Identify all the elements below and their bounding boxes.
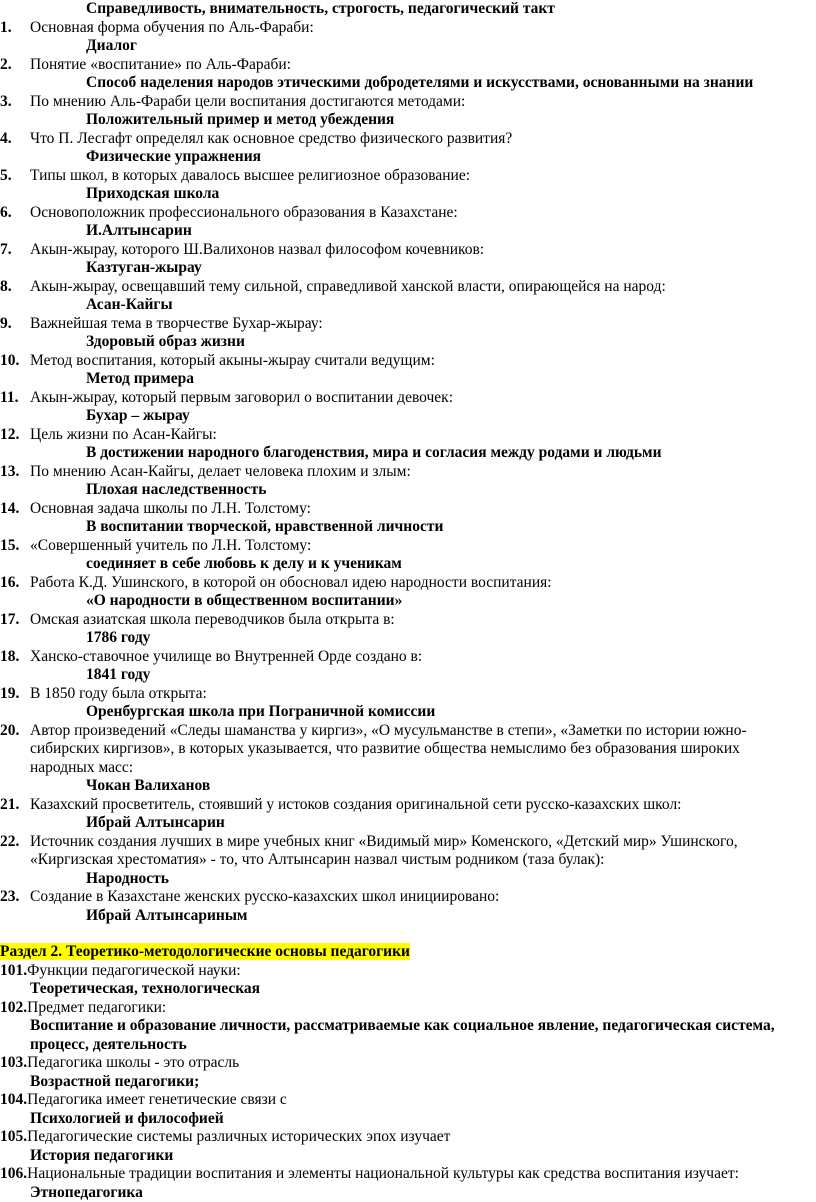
answer-text: Теоретическая, технологическая	[0, 980, 816, 999]
question-text: Педагогика школы - это отрасль	[27, 1054, 816, 1073]
answer-text: В воспитании творческой, нравственной личности	[0, 518, 816, 537]
question-text: По мнению Асан-Кайгы, делает человека плохим и злым:	[30, 463, 816, 482]
question-number: 10.	[0, 352, 30, 371]
question-item	[0, 796, 816, 833]
question-row	[0, 574, 816, 593]
question-item	[0, 648, 816, 685]
question-row	[0, 352, 816, 371]
question-number: 106.	[0, 1165, 27, 1184]
question-number: 103.	[0, 1054, 27, 1073]
question-number: 6.	[0, 204, 30, 223]
question-row	[0, 999, 816, 1018]
question-item	[0, 999, 816, 1055]
question-row	[0, 93, 816, 112]
question-text: По мнению Аль-Фараби цели воспитания достигаются методами:	[30, 93, 816, 112]
answer-text: Приходская школа	[0, 185, 816, 204]
question-number: 3.	[0, 93, 30, 112]
answer-text: 1786 году	[0, 629, 816, 648]
question-row	[0, 204, 816, 223]
question-row	[0, 1128, 816, 1147]
question-row	[0, 56, 816, 75]
question-text: «Совершенный учитель по Л.Н. Толстому:	[30, 537, 816, 556]
answer-text: Бухар – жырау	[0, 407, 816, 426]
question-number: 2.	[0, 56, 30, 75]
question-text: Создание в Казахстане женских русско-казахских школ инициировано:	[30, 888, 816, 907]
question-item	[0, 130, 816, 167]
question-number: 102.	[0, 999, 27, 1018]
question-row	[0, 537, 816, 556]
question-number: 20.	[0, 722, 30, 778]
question-number: 12.	[0, 426, 30, 445]
question-row	[0, 1091, 816, 1110]
question-text: В 1850 году была открыта:	[30, 685, 816, 704]
question-list-section-2	[0, 962, 816, 1202]
answer-text: Асан-Кайгы	[0, 296, 816, 315]
question-number: 9.	[0, 315, 30, 334]
question-number: 5.	[0, 167, 30, 186]
answer-text: Оренбургская школа при Пограничной комиссии	[0, 703, 816, 722]
question-row	[0, 241, 816, 260]
question-text: Метод воспитания, который акыны-жырау считали ведущим:	[30, 352, 816, 371]
answer-text: Здоровый образ жизни	[0, 333, 816, 352]
question-item	[0, 389, 816, 426]
answer-text: Ибрай Алтынсариным	[0, 907, 816, 926]
question-number: 21.	[0, 796, 30, 815]
answer-text: Способ наделения народов этическими добродетелями и искусствами, основанными на знании	[0, 74, 816, 93]
question-item	[0, 1091, 816, 1128]
question-item	[0, 537, 816, 574]
question-text: Автор произведений «Следы шаманства у киргиз», «О мусульманстве в степи», «Заметки по истории южно-сибирских киргизов», в которых указывается, что развитие общества немыслимо без образования широких народных масс:	[30, 722, 816, 778]
question-text: Основоположник профессионального образования в Казахстане:	[30, 204, 816, 223]
question-text: Педагогика имеет генетические связи с	[27, 1091, 816, 1110]
question-number: 19.	[0, 685, 30, 704]
question-item	[0, 352, 816, 389]
question-item	[0, 204, 816, 241]
question-text: Цель жизни по Асан-Кайгы:	[30, 426, 816, 445]
question-item	[0, 426, 816, 463]
question-row	[0, 389, 816, 408]
question-row	[0, 500, 816, 519]
answer-text: И.Алтынсарин	[0, 222, 816, 241]
question-row	[0, 796, 816, 815]
answer-text: Психологией и философией	[0, 1110, 816, 1129]
question-text: Акын-жырау, который первым заговорил о воспитании девочек:	[30, 389, 816, 408]
question-number: 105.	[0, 1128, 27, 1147]
question-text: Работа К.Д. Ушинского, в которой он обосновал идею народности воспитания:	[30, 574, 816, 593]
question-row	[0, 463, 816, 482]
question-number: 104.	[0, 1091, 27, 1110]
question-item	[0, 93, 816, 130]
answer-text: Физические упражнения	[0, 148, 816, 167]
question-row	[0, 722, 816, 778]
answer-text: Положительный пример и метод убеждения	[0, 111, 816, 130]
question-text: Основная форма обучения по Аль-Фараби:	[30, 19, 816, 38]
question-number: 22.	[0, 833, 30, 870]
answer-text: Плохая наследственность	[0, 481, 816, 500]
question-text: Ханско-ставочное училище во Внутренней Орде создано в:	[30, 648, 816, 667]
question-text: Функции педагогической науки:	[27, 962, 816, 981]
question-item	[0, 833, 816, 889]
question-number: 23.	[0, 888, 30, 907]
answer-text: соединяет в себе любовь к делу и к ученикам	[0, 555, 816, 574]
question-item	[0, 685, 816, 722]
question-item	[0, 611, 816, 648]
question-number: 13.	[0, 463, 30, 482]
question-text: Что П. Лесгафт определял как основное средство физического развития?	[30, 130, 816, 149]
question-number: 4.	[0, 130, 30, 149]
question-row	[0, 962, 816, 981]
question-row	[0, 888, 816, 907]
question-text: Омская азиатская школа переводчиков была открыта в:	[30, 611, 816, 630]
question-item	[0, 1054, 816, 1091]
question-text: Предмет педагогики:	[27, 999, 816, 1018]
question-row	[0, 833, 816, 870]
question-item	[0, 888, 816, 925]
question-item	[0, 1128, 816, 1165]
question-text: Типы школ, в которых давалось высшее религиозное образование:	[30, 167, 816, 186]
question-number: 7.	[0, 241, 30, 260]
answer-text: История педагогики	[0, 1147, 816, 1166]
question-text: Важнейшая тема в творчестве Бухар-жырау:	[30, 315, 816, 334]
answer-text: Ибрай Алтынсарин	[0, 814, 816, 833]
question-row	[0, 130, 816, 149]
question-number: 16.	[0, 574, 30, 593]
question-item	[0, 278, 816, 315]
question-number: 14.	[0, 500, 30, 519]
answer-text: Воспитание и образование личности, рассматриваемые как социальное явление, педагогическая система, процесс, деятельность	[0, 1017, 816, 1054]
question-list	[0, 19, 816, 926]
question-text: Казахский просветитель, стоявший у истоков создания оригинальной сети русско-казахских школ:	[30, 796, 816, 815]
question-text: Источник создания лучших в мире учебных книг «Видимый мир» Коменского, «Детский мир» Ушинского, «Киргизская хрестоматия» - то, что Алтынсарин назвал чистым родником (таза булак):	[30, 833, 816, 870]
question-text: Национальные традиции воспитания и элементы национальной культуры как средства воспитания изучает:	[27, 1165, 816, 1184]
question-item	[0, 500, 816, 537]
question-row	[0, 278, 816, 297]
question-item	[0, 241, 816, 278]
answer-text: Народность	[0, 870, 816, 889]
question-text: Педагогические системы различных исторических эпох изучает	[27, 1128, 816, 1147]
question-row	[0, 167, 816, 186]
question-text: Основная задача школы по Л.Н. Толстому:	[30, 500, 816, 519]
question-item	[0, 574, 816, 611]
section-title-text: Раздел 2. Теоретико-методологические основы педагогики	[0, 943, 410, 960]
answer-text: Чокан Валиханов	[0, 777, 816, 796]
answer-text: Метод примера	[0, 370, 816, 389]
answer-text: «О народности в общественном воспитании»	[0, 592, 816, 611]
question-row	[0, 426, 816, 445]
question-number: 15.	[0, 537, 30, 556]
answer-text: Возрастной педагогики;	[0, 1073, 816, 1092]
question-text: Акын-жырау, которого Ш.Валихонов назвал философом кочевников:	[30, 241, 816, 260]
answer-text: Диалог	[0, 37, 816, 56]
question-item	[0, 56, 816, 93]
answer-text: Этнопедагогика	[0, 1184, 816, 1202]
question-number: 11.	[0, 389, 30, 408]
section-title	[0, 943, 816, 962]
question-row	[0, 648, 816, 667]
answer-text: 1841 году	[0, 666, 816, 685]
question-text: Понятие «воспитание» по Аль-Фараби:	[30, 56, 816, 75]
answer-text: В достижении народного благоденствия, мира и согласия между родами и людьми	[0, 444, 816, 463]
question-item	[0, 19, 816, 56]
question-number: 8.	[0, 278, 30, 297]
question-item	[0, 722, 816, 796]
question-item	[0, 167, 816, 204]
question-item	[0, 1165, 816, 1202]
question-row	[0, 611, 816, 630]
question-row	[0, 1054, 816, 1073]
question-number: 1.	[0, 19, 30, 38]
question-number: 18.	[0, 648, 30, 667]
answer-text: Справедливость, внимательность, строгость, педагогический такт	[0, 0, 816, 19]
answer-text: Казтуган-жырау	[0, 259, 816, 278]
question-number: 101.	[0, 962, 27, 981]
question-row	[0, 19, 816, 38]
question-item	[0, 463, 816, 500]
question-number: 17.	[0, 611, 30, 630]
section-spacer	[0, 925, 816, 943]
question-row	[0, 685, 816, 704]
question-row	[0, 1165, 816, 1184]
question-item	[0, 962, 816, 999]
question-row	[0, 315, 816, 334]
question-text: Акын-жырау, освещавший тему сильной, справедливой ханской власти, опирающейся на народ:	[30, 278, 816, 297]
question-item	[0, 315, 816, 352]
